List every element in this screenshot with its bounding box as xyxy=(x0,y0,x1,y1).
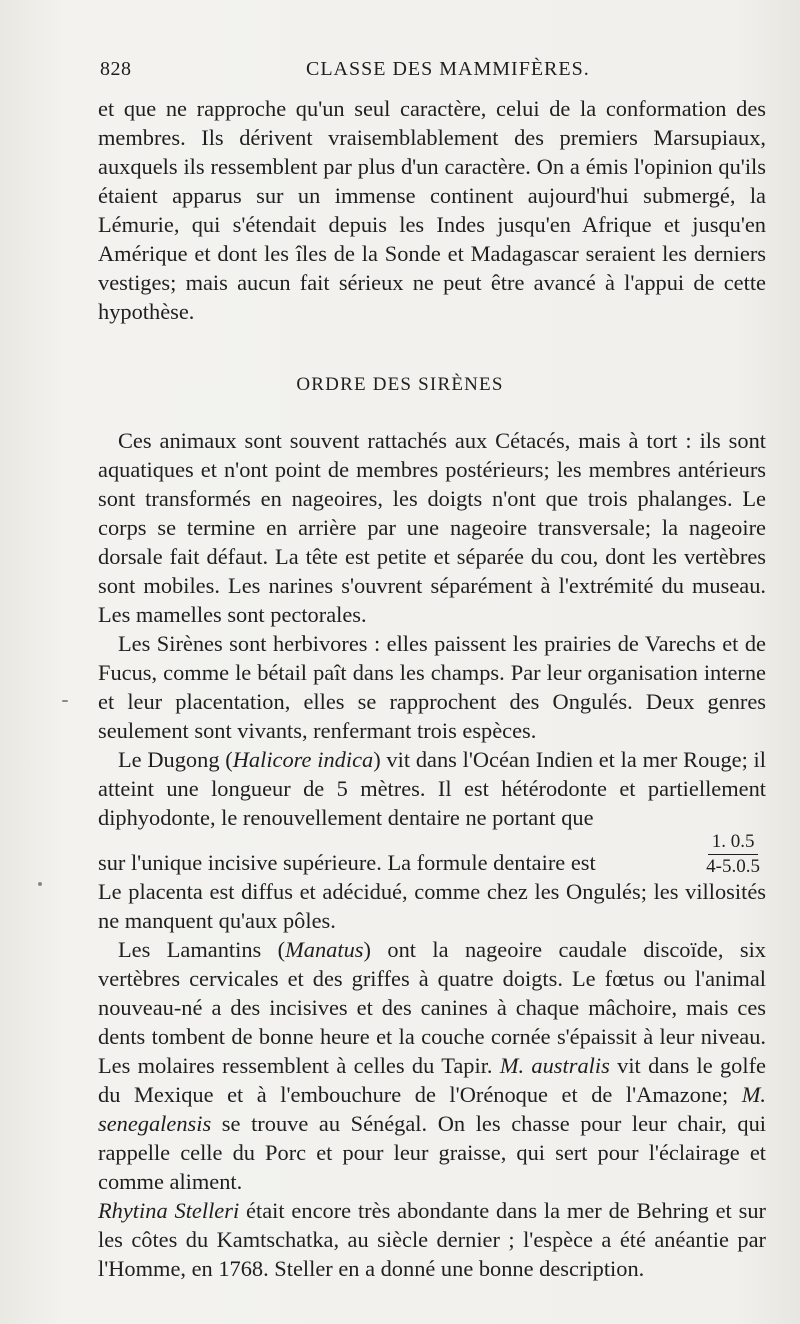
manatus-taxon: Manatus xyxy=(285,937,364,962)
dugong-taxon: Halicore indica xyxy=(232,747,374,772)
lamantins-text-start: Les Lamantins ( xyxy=(118,937,286,962)
formula-numerator: 1. 0.5 xyxy=(708,832,759,855)
intro-paragraph-block xyxy=(98,94,766,326)
dugong-text-mid: ) vit dans l'Océan Indien et la mer Rouge; il atteint une longueur de 5 mètres. Il est hétérodonte et partiellement diphyodonte, le renouvellement dentaire ne portant que xyxy=(98,747,767,830)
lamantins-text-mid2: vit dans le golfe du Mexique et à l'embouchure de l'Orénoque et de l'Amazone; xyxy=(98,1053,766,1107)
dental-formula-lead: sur l'unique incisive supérieure. La formule dentaire est xyxy=(98,850,596,875)
paragraph-dugong xyxy=(98,745,766,832)
dental-formula-line xyxy=(98,832,766,877)
paragraph-lamantins xyxy=(98,935,766,1196)
formula-denominator: 4-5.0.5 xyxy=(706,856,760,877)
paper-speck xyxy=(38,882,42,886)
lamantins-text-mid1: ) ont la nageoire caudale discoïde, six vertèbres cervicales et des griffes à quatre doigts. Le fœtus ou l'animal nouveau-né a des incisives et des canines à chaque mâchoire, mais ces dents tombent de bonne heure et la couche cornée s'épaissit à leur niveau. Les molaires ressemblent à celles du Tapir. xyxy=(98,937,766,1078)
senegalensis-taxon: M. senegalensis xyxy=(98,1082,766,1136)
section-title: ORDRE DES SIRÈNES xyxy=(296,374,504,395)
intro-paragraph: et que ne rapproche qu'un seul caractère, celui de la conformation des membres. Ils dérivent vraisemblablement des premiers Marsupiaux, auxquels ils ressemblent par plus d'un caractère. On a émis l'opinion qu'ils étaient apparus sur un immense continent aujourd'hui submergé, la Lémurie, qui s'étendait depuis les Indes jusqu'en Afrique et jusqu'en Amérique et dont les îles de la Sonde et Madagascar seraient les derniers vestiges; mais aucun fait sérieux ne peut être avancé à l'appui de cette hypothèse. xyxy=(98,96,766,324)
dugong-text-start: Le Dugong ( xyxy=(118,747,233,772)
section-body xyxy=(98,426,766,1283)
australis-taxon: M. australis xyxy=(499,1053,610,1078)
lamantins-text-end: se trouve au Sénégal. On les chasse pour leur chair, qui rappelle celle du Porc et pour leur graisse, qui sert pour l'éclairage et comme aliment. xyxy=(98,1111,766,1194)
dental-formula xyxy=(706,832,760,877)
paper-speck xyxy=(62,700,68,702)
page-number: 828 xyxy=(100,58,132,80)
paragraph-placenta: Le placenta est diffus et adécidué, comme chez les Ongulés; les villosités ne manquent qu'aux pôles. xyxy=(98,879,766,933)
page-header xyxy=(100,58,760,84)
running-title: CLASSE DES MAMMIFÈRES. xyxy=(306,58,590,80)
paragraph-sirenes-diet: Les Sirènes sont herbivores : elles paissent les prairies de Varechs et de Fucus, comme le bétail paît dans les champs. Par leur organisation interne et leur placentation, elles se rapprochent des Ongulés. Deux genres seulement sont vivants, renfermant trois espèces. xyxy=(98,631,766,743)
rhytina-text: était encore très abondante dans la mer de Behring et sur les côtes du Kamtschatka, au siècle dernier ; l'espèce a été anéantie par l'Homme, en 1768. Steller en a donné une bonne description. xyxy=(98,1198,766,1281)
rhytina-taxon: Rhytina Stelleri xyxy=(98,1198,240,1223)
paragraph-rhytina xyxy=(98,1196,766,1283)
paragraph-sirenes-description: Ces animaux sont souvent rattachés aux Cétacés, mais à tort : ils sont aquatiques et n'ont point de membres postérieurs; les membres antérieurs sont transformés en nageoires, les doigts n'ont que trois phalanges. Le corps se termine en arrière par une nageoire transversale; la nageoire dorsale fait défaut. La tête est petite et séparée du cou, dont les vertèbres sont mobiles. Les narines s'ouvrent séparément à l'extrémité du museau. Les mamelles sont pectorales. xyxy=(98,428,766,627)
